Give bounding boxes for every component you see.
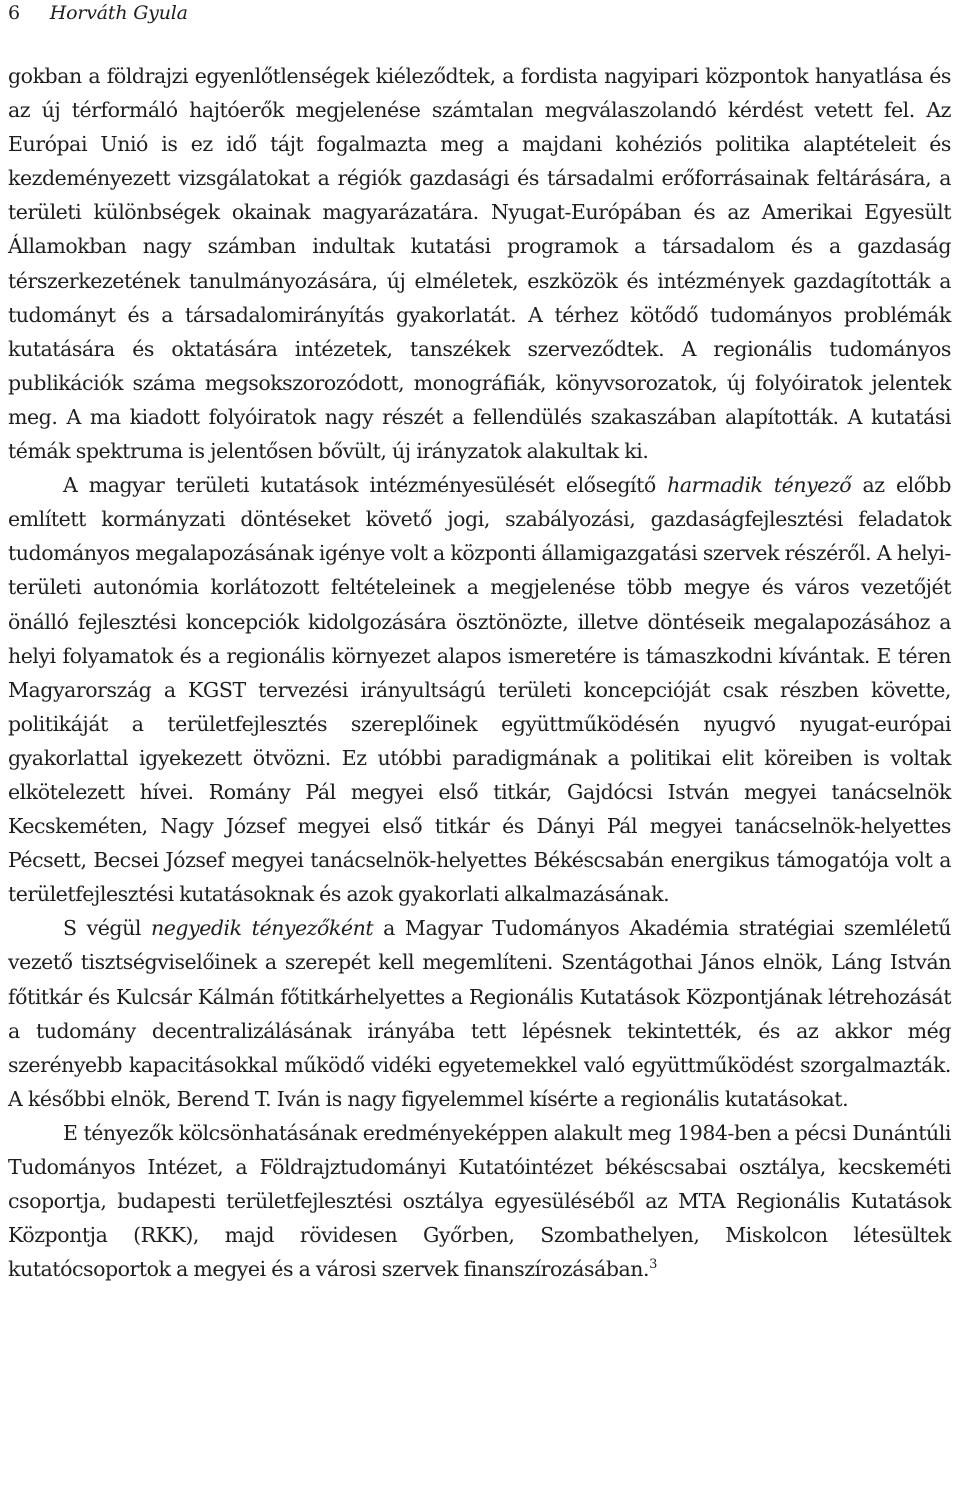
paragraph-continued [8, 59, 951, 468]
body-text [8, 59, 951, 1286]
paragraph-fourth-factor [8, 911, 951, 1116]
running-head-author: Horváth Gyula [49, 2, 188, 24]
page-number: 6 [8, 2, 20, 24]
paragraph-text: a Magyar Tudományos Akadémia stratégiai szemléletű vezető tisztségviselőinek a szerepét kell megemlíteni. Szentágothai János elnök, Láng István főtitkár és Kulcsár Kálmán főtitkárhelyettes a Regionális Kutatások Központjának létrehozását a tudomány decentralizálásának irányába tett lépésnek tekintették, és az akkor még szerényebb kapacitásokkal működő vidéki egyetemekkel való együttműködést szorgalmazták. A későbbi elnök, Berend T. Iván is nagy figyelemmel kísérte a regionális kutatásokat. [8, 916, 951, 1111]
paragraph-rkk-founding [8, 1116, 951, 1286]
paragraph-text: E tényezők kölcsönhatásának eredményeképpen alakult meg 1984-ben a pécsi Dunántúli Tudományos Intézet, a Földrajztudományi Kutatóintézet békéscsabai osztálya, kecskeméti csoportja, budapesti területfejlesztési osztálya egyesüléséből az MTA Regionális Kutatások Központja (RKK), majd rövidesen Győrben, Szombathelyen, Miskolcon létesültek kutatócsoportok a megyei és a városi szervek finanszírozásában. [8, 1120, 951, 1282]
paragraph-text: gokban a földrajzi egyenlőtlenségek kiéleződtek, a fordista nagyipari központok hanyatlása és az új térformáló hajtóerők megjelenése számtalan megválaszolandó kérdést vetett fel. Az Európai Unió is ez idő tájt fogalmazta meg a majdani kohéziós politika alaptételeit és kezdeményezett vizsgálatokat a régiók gazdasági és társadalmi erőforrásainak feltárására, a területi különbségek okainak magyarázatára. Nyugat-Európában és az Amerikai Egyesült Államokban nagy számban indultak kutatási programok a társadalom és a gazdaság térszerkezetének tanulmányozására, új elméletek, eszközök és intézmények gazdagították a tudományt és a társadalomirányítás gyakorlatát. A térhez kötődő tudományos problémák kutatására és oktatására intézetek, tanszékek szerveződtek. A regionális tudományos publikációk száma megsokszorozódott, monográfiák, könyvsorozatok, új folyóiratok jelentek meg. A ma kiadott folyóiratok nagy részét a fellendülés szakaszában alapították. A kutatási témák spektruma is jelentősen bővült, új irányzatok alakultak ki. [8, 64, 951, 464]
emphasis-fourth-factor: negyedik tényezőként [150, 916, 374, 941]
running-head [8, 0, 952, 28]
paragraph-text: A magyar területi kutatások intézményesülését elősegítő [63, 473, 668, 498]
paragraph-third-factor [8, 468, 951, 911]
emphasis-third-factor: harmadik tényező [667, 473, 852, 498]
footnote-reference[interactable]: 3 [649, 1257, 657, 1273]
paragraph-text: S végül [63, 916, 151, 941]
paragraph-text: az előbb említett kormányzati döntéseket követő jogi, szabályozási, gazdaságfejlesztési feladatok tudományos megalapozásának igénye volt a központi államigazgatási szervek részéről. A helyi-területi autonómia korlátozott feltételeinek a megjelenése több megye és város vezetőjét önálló fejlesztési koncepciók kidolgozására ösztönözte, illetve döntéseik megalapozásához a helyi folyamatok és a regionális környezet alapos ismeretére is támaszkodni kívántak. E téren Magyarország a KGST tervezési irányultságú területi koncepcióját csak részben követte, politikáját a területfejlesztés szereplőinek együttműködésén nyugvó nyugat-európai gyakorlattal igyekezett ötvözni. Ez utóbbi paradigmának a politikai elit köreiben is voltak elkötelezett hívei. Romány Pál megyei első titkár, Gajdócsi István megyei tanácselnök Kecskeméten, Nagy József megyei első titkár és Dányi Pál megyei tanácselnök-helyettes Pécsett, Becsei József megyei tanácselnök-helyettes Békéscsabán energikus támogatója volt a területfejlesztési kutatásoknak és azok gyakorlati alkalmazásának. [8, 473, 952, 907]
